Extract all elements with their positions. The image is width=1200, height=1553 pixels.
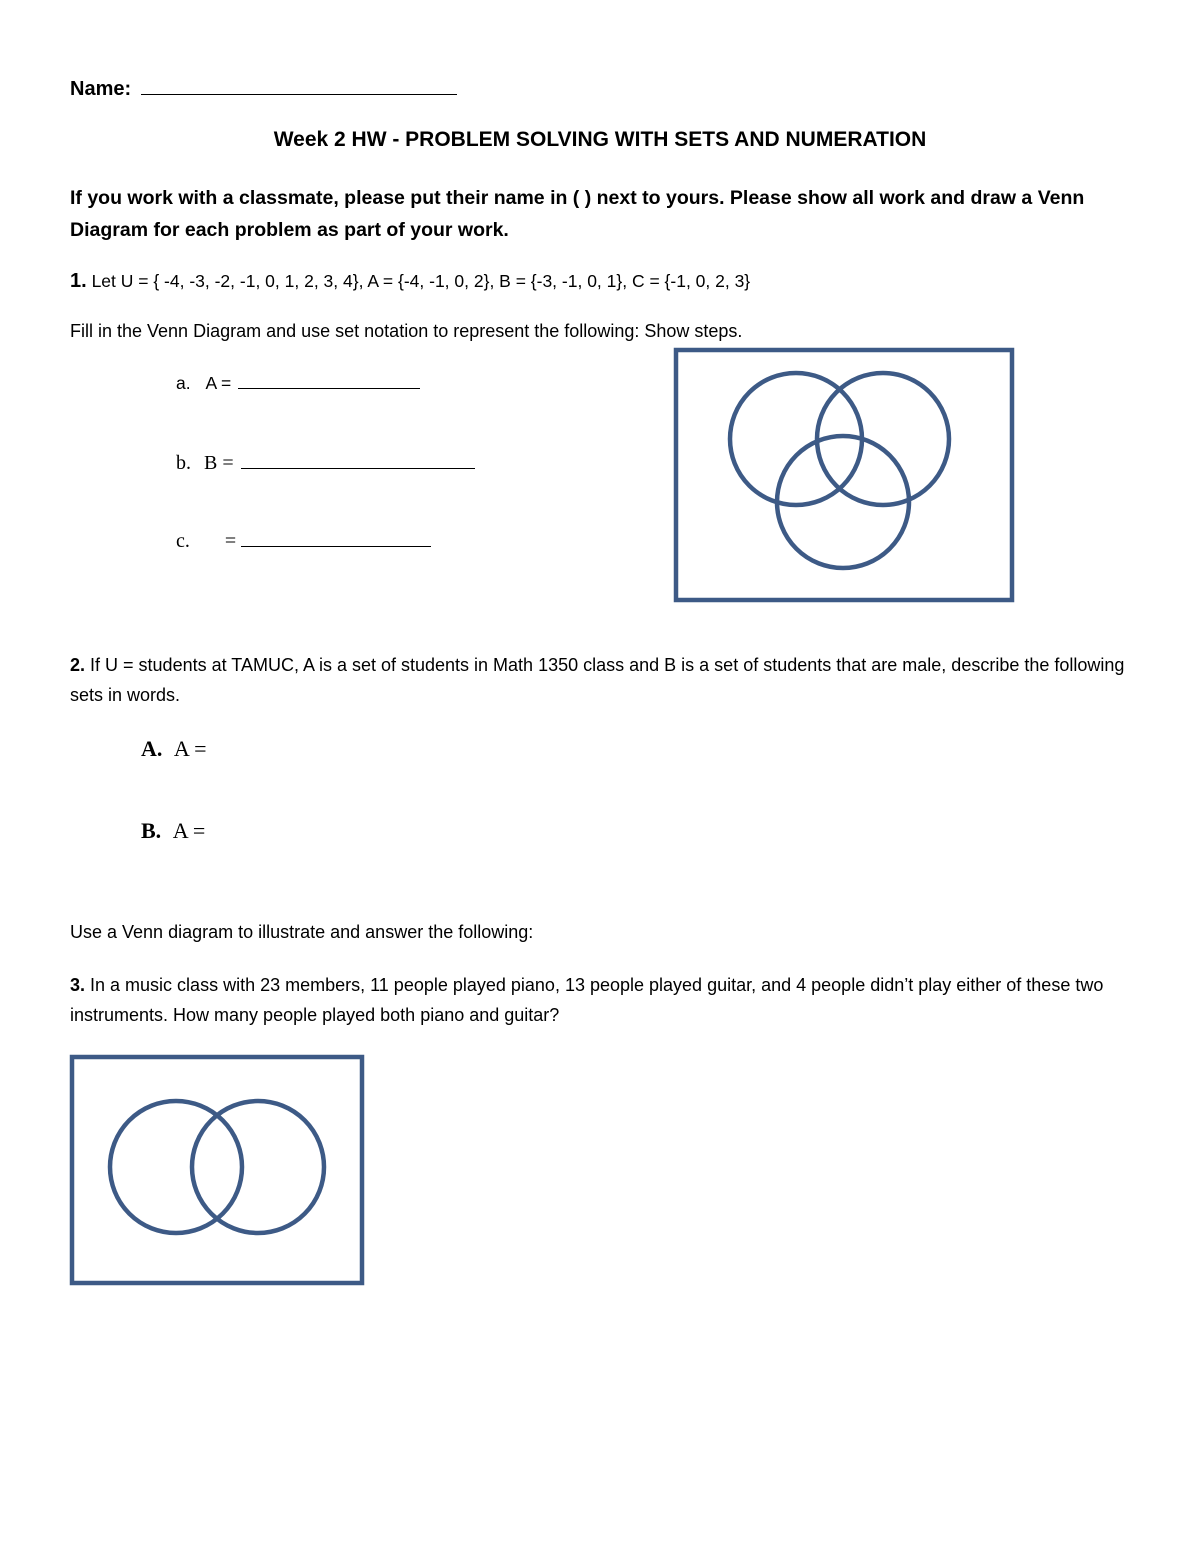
item-b-expr: B =	[204, 452, 234, 474]
problem-2-item-b-expr: A =	[172, 818, 206, 843]
item-c-label: c.	[176, 530, 190, 552]
problem-1-number: 1.	[70, 270, 87, 292]
item-a-expr: A =	[205, 373, 232, 393]
problem-2-number: 2.	[70, 655, 86, 675]
item-a-label: a.	[176, 373, 191, 393]
problem-3-number: 3.	[70, 975, 86, 995]
problem-1-prompt: Fill in the Venn Diagram and use set notation to represent the following: Show steps.	[70, 321, 743, 341]
problem-2-item-b-label: B.	[141, 818, 162, 843]
page-title: Week 2 HW - PROBLEM SOLVING WITH SETS AND NUMERATION	[273, 128, 927, 151]
venn-2-universe-box	[72, 1057, 362, 1283]
name-label: Name:	[70, 78, 132, 100]
problem-2-item-a-label: A.	[141, 736, 163, 761]
problem-1-text: Let U = { -4, -3, -2, -1, 0, 1, 2, 3, 4}, A = {-4, -1, 0, 2}, B = {-3, -1, 0, 1}, C = {-1, 0, 2, 3}	[91, 271, 751, 291]
item-b-label: b.	[176, 452, 191, 474]
venn-2-circle-piano	[110, 1101, 242, 1233]
problem-2-item-a-expr: A =	[173, 736, 207, 761]
venn-2-circle-guitar	[192, 1101, 324, 1233]
instructions: If you work with a classmate, please put their name in ( ) next to yours. Please show all work and draw a Venn Diagram for each problem as part of your work.	[70, 187, 1085, 241]
item-c-expr: =	[224, 530, 237, 552]
problem-3-text: In a music class with 23 members, 11 people played piano, 13 people played guitar, and 4 people didn’t play either of these two instruments. How many people played both piano and guitar?	[70, 975, 1104, 1025]
problem-2-text: If U = students at TAMUC, A is a set of students in Math 1350 class and B is a set of students that are male, describe the following sets in words.	[70, 655, 1125, 705]
problem-3-intro: Use a Venn diagram to illustrate and answer the following:	[70, 922, 534, 942]
